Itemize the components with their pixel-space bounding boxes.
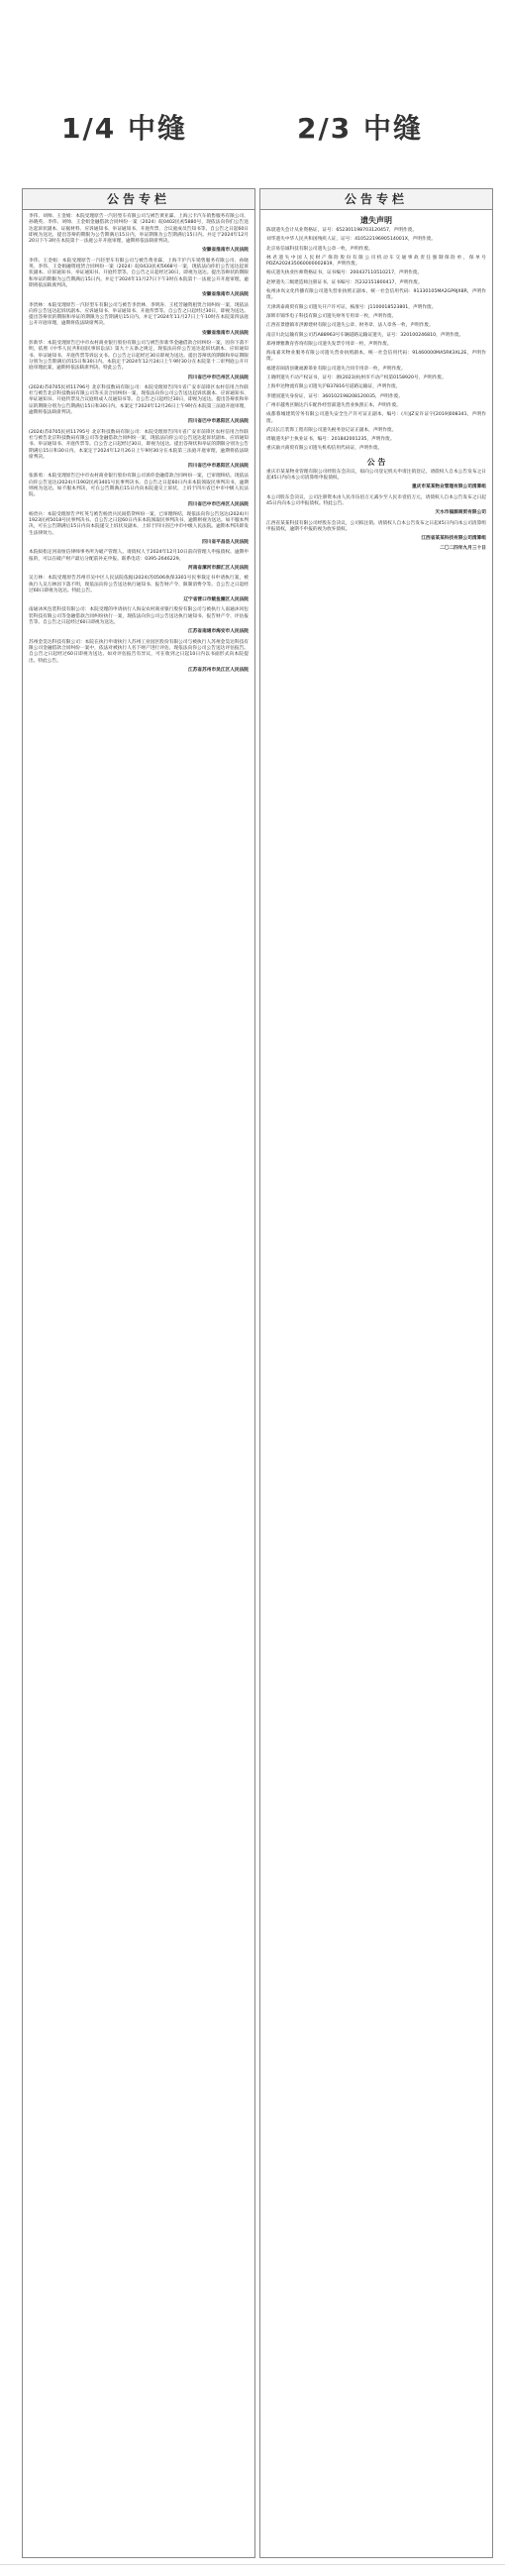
announcement-list bbox=[266, 470, 486, 543]
loss-notice: 陈晨遗失会计从业资格证，证号：652301198703120457，声明作废。 bbox=[266, 228, 418, 233]
slot-label-right: 2/3 中缝 bbox=[297, 112, 423, 145]
left-notice-column bbox=[22, 188, 255, 2558]
column-header: 公告专栏 bbox=[260, 189, 492, 210]
notice-signature: 河南省漯河市源汇区人民法院 bbox=[188, 565, 249, 571]
loss-notice: 北京易信诚科技有限公司遗失公章一枚，声明作废。 bbox=[266, 246, 373, 252]
notice-text: 彭新华：本院受理原告巴中市农村商业银行股份有限公司与被告彭新华金融借款合同纠纷一案，因你下落不明，依照《中华人民共和国民事诉讼法》第九十五条之规定，现依法向你公告送达起诉状副本、应诉通知书、举证通知书、开庭传票等诉讼文书。自公告之日起经过30日即视为送达。提出答辩状的期限和举证期限分别为公告期满后的15日和30日内。本院定于2024年12月24日上午9时30分在本院第十二审判庭公开开庭审理此案，逾期将依法缺席判决。特此公告。 bbox=[29, 341, 249, 372]
loss-notice: 上海申达物流有限公司遗失沪B37816号道路运输证，声明作废。 bbox=[266, 384, 401, 390]
loss-notice: 林君遗失中国人民财产保险股份有限公司机动车交通事故责任强制保险单，保单号PDZA202435060000002819，声明作废。 bbox=[266, 255, 486, 268]
loss-notice: 成都蓉城建筑劳务有限公司遗失安全生产许可证正副本，编号：(川)JZ安许证字[2019]008341，声明作废。 bbox=[266, 412, 486, 424]
notice-text: 本院拟指定河南恒信律师事务所为破产管理人。请债权人于2024年12月10日前向管理人申报债权。逾期申报的，可以在破产财产最后分配前补充申报。联系电话：0395-2646229。 bbox=[29, 550, 249, 562]
loss-notice: 南京川北运输有限公司苏A88963号车辆道路运输证遗失，证号：320100246810，声明作废。 bbox=[266, 332, 464, 338]
notice-signature: 四川省巴中市巴州区人民法院 bbox=[188, 375, 249, 380]
notice-text: 南通沐风包装科技有限公司：本院受理的申请执行人海安农村商业银行股份有限公司与被执行人南通沐风包装科技有限公司等金融借款合同纠纷执行一案，现依法向你公司公告送达执行通知书、报告财产令、评估报告等。自公告之日起经过60日即视为送达。 bbox=[29, 607, 249, 626]
notice-text: 李伟、刘帅、王金娟：本院受理原告一汽轻型车有限公司与被告黄亚霖、上海云卡汽车销售服务有限公司、孙晓英、李伟、刘帅、王金娟金融借款合同纠纷一案（2024）皖0402民初5880号，现依法向你们公告送达起诉状副本、证据材料、应诉通知书、举证通知书、开庭传票、合议庭成员告知书等。自公告之日起60日即视为送达，提出答辩的期限为公告期满后15日内，举证期限为公告期满后15日内。并定于2024年12月20日下午3时在本院第十一法庭公开开庭审理，逾期将依法缺席判决。 bbox=[29, 214, 249, 245]
notice-signature: 江苏省苏州市吴江区人民法院 bbox=[188, 667, 249, 673]
notice-signature: 江西省某某科技有限公司清算组 bbox=[421, 536, 486, 542]
notice-text: 江西省某某科技有限公司经股东会决议，公司拟注销。请债权人自本公告发布之日起45日内向本公司清算组申报债权，逾期不申报的视为放弃债权。 bbox=[266, 520, 486, 532]
loss-notice: 海南嘉禾物业服务有限公司遗失营业执照副本，统一社会信用代码：91460000MA5RK3XL2E，声明作废。 bbox=[266, 351, 486, 363]
notice-text: (2024)苏0705民初11795号 北京科技数码有限公司：本院受理原告四川省广安市前锋区农村信用合作联社与被告北京科技数码有限公司等金融借款合同纠纷一案，现依法向你公司公告送达起诉状副本、应诉通知书、举证通知书、开庭传票等。自公告之日起经过30日，即视为送达。提出答辩状和举证的期限分别为公告期满后15日和30日内。本案定于2024年12月26日上午9时30分在本院第三法庭开庭审理，逾期将依法缺席判决。 bbox=[29, 429, 249, 460]
notice-signature: 四川省平昌县人民法院 bbox=[202, 540, 249, 546]
notice-signature: 四川省巴中市恩阳区人民法院 bbox=[188, 419, 249, 425]
loss-notice: 广州市越秀区顺达汽车配件经营部遗失营业执照正本，声明作废。 bbox=[266, 402, 401, 408]
date-line: 二〇二四年九月三十日 bbox=[440, 546, 486, 552]
column-body bbox=[23, 210, 254, 682]
notice-signature: 安徽省淮南市人民法院 bbox=[202, 330, 249, 336]
loss-notice: 郑州博雅教育咨询有限公司遗失发票专用章一枚，声明作废。 bbox=[266, 341, 392, 347]
loss-notice: 重庆渝兴商贸有限公司遗失机构信用代码证，声明作废。 bbox=[266, 446, 383, 452]
notice-signature: 天水市福源商贸有限公司 bbox=[435, 510, 486, 516]
loss-section-title: 遗失声明 bbox=[360, 216, 392, 225]
announcement-section-title: 公 告 bbox=[366, 457, 386, 467]
loss-list bbox=[266, 228, 486, 453]
notice-text: 苏州金昊达科技有限公司：本院在执行申请执行人苏州工业园区股份有限公司与被执行人苏州金昊达科技有限公司金融借款合同纠纷一案中，依法对被执行人名下财产进行评估，现依法向你公司公告送达评估报告。自公告之日起经过60日即视为送达。如对评估报告有异议，可在收到之日起10日内以书面形式向本院提出。特此公告。 bbox=[29, 639, 249, 664]
loss-notice: 周敏遗失护士执业证书，编号：201842001235，声明作废。 bbox=[266, 437, 395, 443]
notice-text: (2024)苏0705民初11796号 北京科技数码有限公司：本院受理原告四川省广安市前锋区农村信用合作联社与被告北京科技数码有限公司等买卖合同纠纷一案，现依法向你公司公告送达起诉状副本、应诉通知书、举证通知书、开庭传票及合议庭组成人员通知书等。自公告之日起经过30日，即视为送达。提出答辩状和举证的期限分别为公告期满后15日和30日内。本案定于2024年12月26日上午9时在本院第三法庭开庭审理，逾期将依法缺席判决。 bbox=[29, 384, 249, 416]
notice-signature: 重庆市某某物业管理有限公司清算组 bbox=[411, 484, 486, 490]
loss-notice: 赵婷遗失二级建造师注册证书，证书编号：苏232151800417，声明作废。 bbox=[266, 279, 423, 285]
loss-notice: 杨庆遗失执业医师资格证书，证书编号：200437110510217，声明作废。 bbox=[266, 270, 423, 276]
loss-notice: 杭州沐岚文化传播有限公司遗失营业执照正副本，统一社会信用代码：91330105MA2GP9JX8R，声明作废。 bbox=[266, 289, 486, 301]
loss-notice: 福建省闽清县聚福源茶业有限公司遗失合同专用章一枚，声明作废。 bbox=[266, 366, 406, 372]
notice-text: 李伟、王金娟：本院受理原告一汽轻型车有限公司与被告黄亚霖、上海千沪汽车销售服务有限公司、孙晓英、李伟、王金娟融资租赁合同纠纷一案（2024）皖0433民初5668号一案，现依法向你们公告送达起诉状副本、应诉通知书、举证通知书、开庭传票等。自公告之日起经过30日，即视为送达。提出答辩状的期限和举证的期限为公告期满后15日内。并定于2024年11月27日下午3时在本院第十一法庭公开开庭审理，逾期将依法缺席判决。 bbox=[29, 258, 249, 288]
column-body bbox=[260, 210, 492, 561]
slot-label-left: 1/4 中缝 bbox=[61, 112, 187, 145]
notice-signature: 江苏省南通市海安市人民法院 bbox=[188, 629, 249, 635]
right-notice-column bbox=[259, 188, 493, 2558]
notice-signature: 辽宁省营口市鲅鱼圈区人民法院 bbox=[183, 597, 249, 603]
notice-text: 本公司股东会决议，公司注册资本由人民币伍佰万元减少至人民币壹佰万元，请债权人自本公告发布之日起45日内向本公司申报债权。特此公告。 bbox=[266, 494, 486, 506]
notice-signature: 四川省巴中市巴州区人民法院 bbox=[188, 501, 249, 507]
loss-notice: 江西省景德镇市洪源建材有限公司遗失公章、财务章、法人章各一枚，声明作废。 bbox=[266, 323, 434, 329]
bottom-rule bbox=[0, 2564, 505, 2565]
notice-signature: 安徽省淮南市人民法院 bbox=[202, 248, 249, 254]
loss-notice: 王晓明遗失不动产权证书，证号：浙(2023)杭州市不动产权第0158920号，声明作废。 bbox=[266, 376, 447, 381]
notice-text: 重庆市某某物业管理有限公司经股东会决议，拟向公司登记机关申请注销登记，请债权人自本公告发布之日起45日内向本公司清算组申报债权。 bbox=[266, 469, 486, 482]
loss-notice: 天津鸿泰商贸有限公司遗失开户许可证，核准号：J1100018523801，声明作废。 bbox=[266, 304, 437, 310]
loss-notice: 深圳市锦华电子科技有限公司遗失财务专用章一枚，声明作废。 bbox=[266, 313, 397, 319]
page-header bbox=[0, 0, 505, 188]
column-header: 公告专栏 bbox=[23, 189, 254, 210]
loss-notice: 武汉长江装饰工程有限公司遗失税务登记证正副本，声明作废。 bbox=[266, 427, 397, 433]
notice-text: 李贵林：本院受理原告一汽轻型车有限公司与被告李贵林、李明涛、王桂芳融资租赁合同纠纷一案，现依法向你公告送达起诉状副本、应诉通知书、举证通知书、开庭传票等。自公告之日起经过30日，即视为送达。提出答辩状的期限和举证的期限为公告期满后15日内。并定于2024年11月27日上午10时在本院第四法庭公开开庭审理，逾期将依法缺席判决。 bbox=[29, 302, 249, 327]
notice-signature: 安徽省淮南市人民法院 bbox=[202, 292, 249, 298]
loss-notice: 李建国遗失身份证，证号：360102198208120035，声明作废。 bbox=[266, 393, 404, 399]
notice-text: 张新勇：本院受理原告巴中市农村商业银行股份有限公司诉你金融借款合同纠纷一案，已审理终结。现依法向你公告送达(2024)川1902民初3401号民事判决书。自公告之日起60日内来本院领取民事判决书，逾期则视为送达。如不服本判决，可在公告期满后15日内向本院递交上诉状，上诉于四川省巴中市中级人民法院。 bbox=[29, 474, 249, 498]
notice-text: 吴万林：本院受理原告苏州市吴中区人民法院依据(2024)苏0506执保3301号民事裁定书申请执行案，被执行人吴万林因下落不明，现依法向你公告送达执行通知书、报告财产令、限制消费令等。自公告之日起经过60日即视为送达。特此公告。 bbox=[29, 576, 249, 593]
notice-text: 杨贵兵：本院受理原告尹红英与被告杨贵兵民间借贷纠纷一案，已审理终结，现依法向你公告送达(2024)川1923民初5018号民事判决书。自公告之日起60日内来本院领取民事判决书，逾期则视为送达。如不服本判决，可在公告期满后15日内向本院递交上诉状及副本，上诉于四川省巴中市中级人民法院。逾期本判决即发生法律效力。 bbox=[29, 511, 250, 536]
loss-notice: 刘华遗失中华人民共和国残疾人证，证号：41052219690514001X，声明作废。 bbox=[266, 237, 437, 243]
notice-signature: 四川省巴中市恩阳区人民法院 bbox=[188, 464, 249, 470]
